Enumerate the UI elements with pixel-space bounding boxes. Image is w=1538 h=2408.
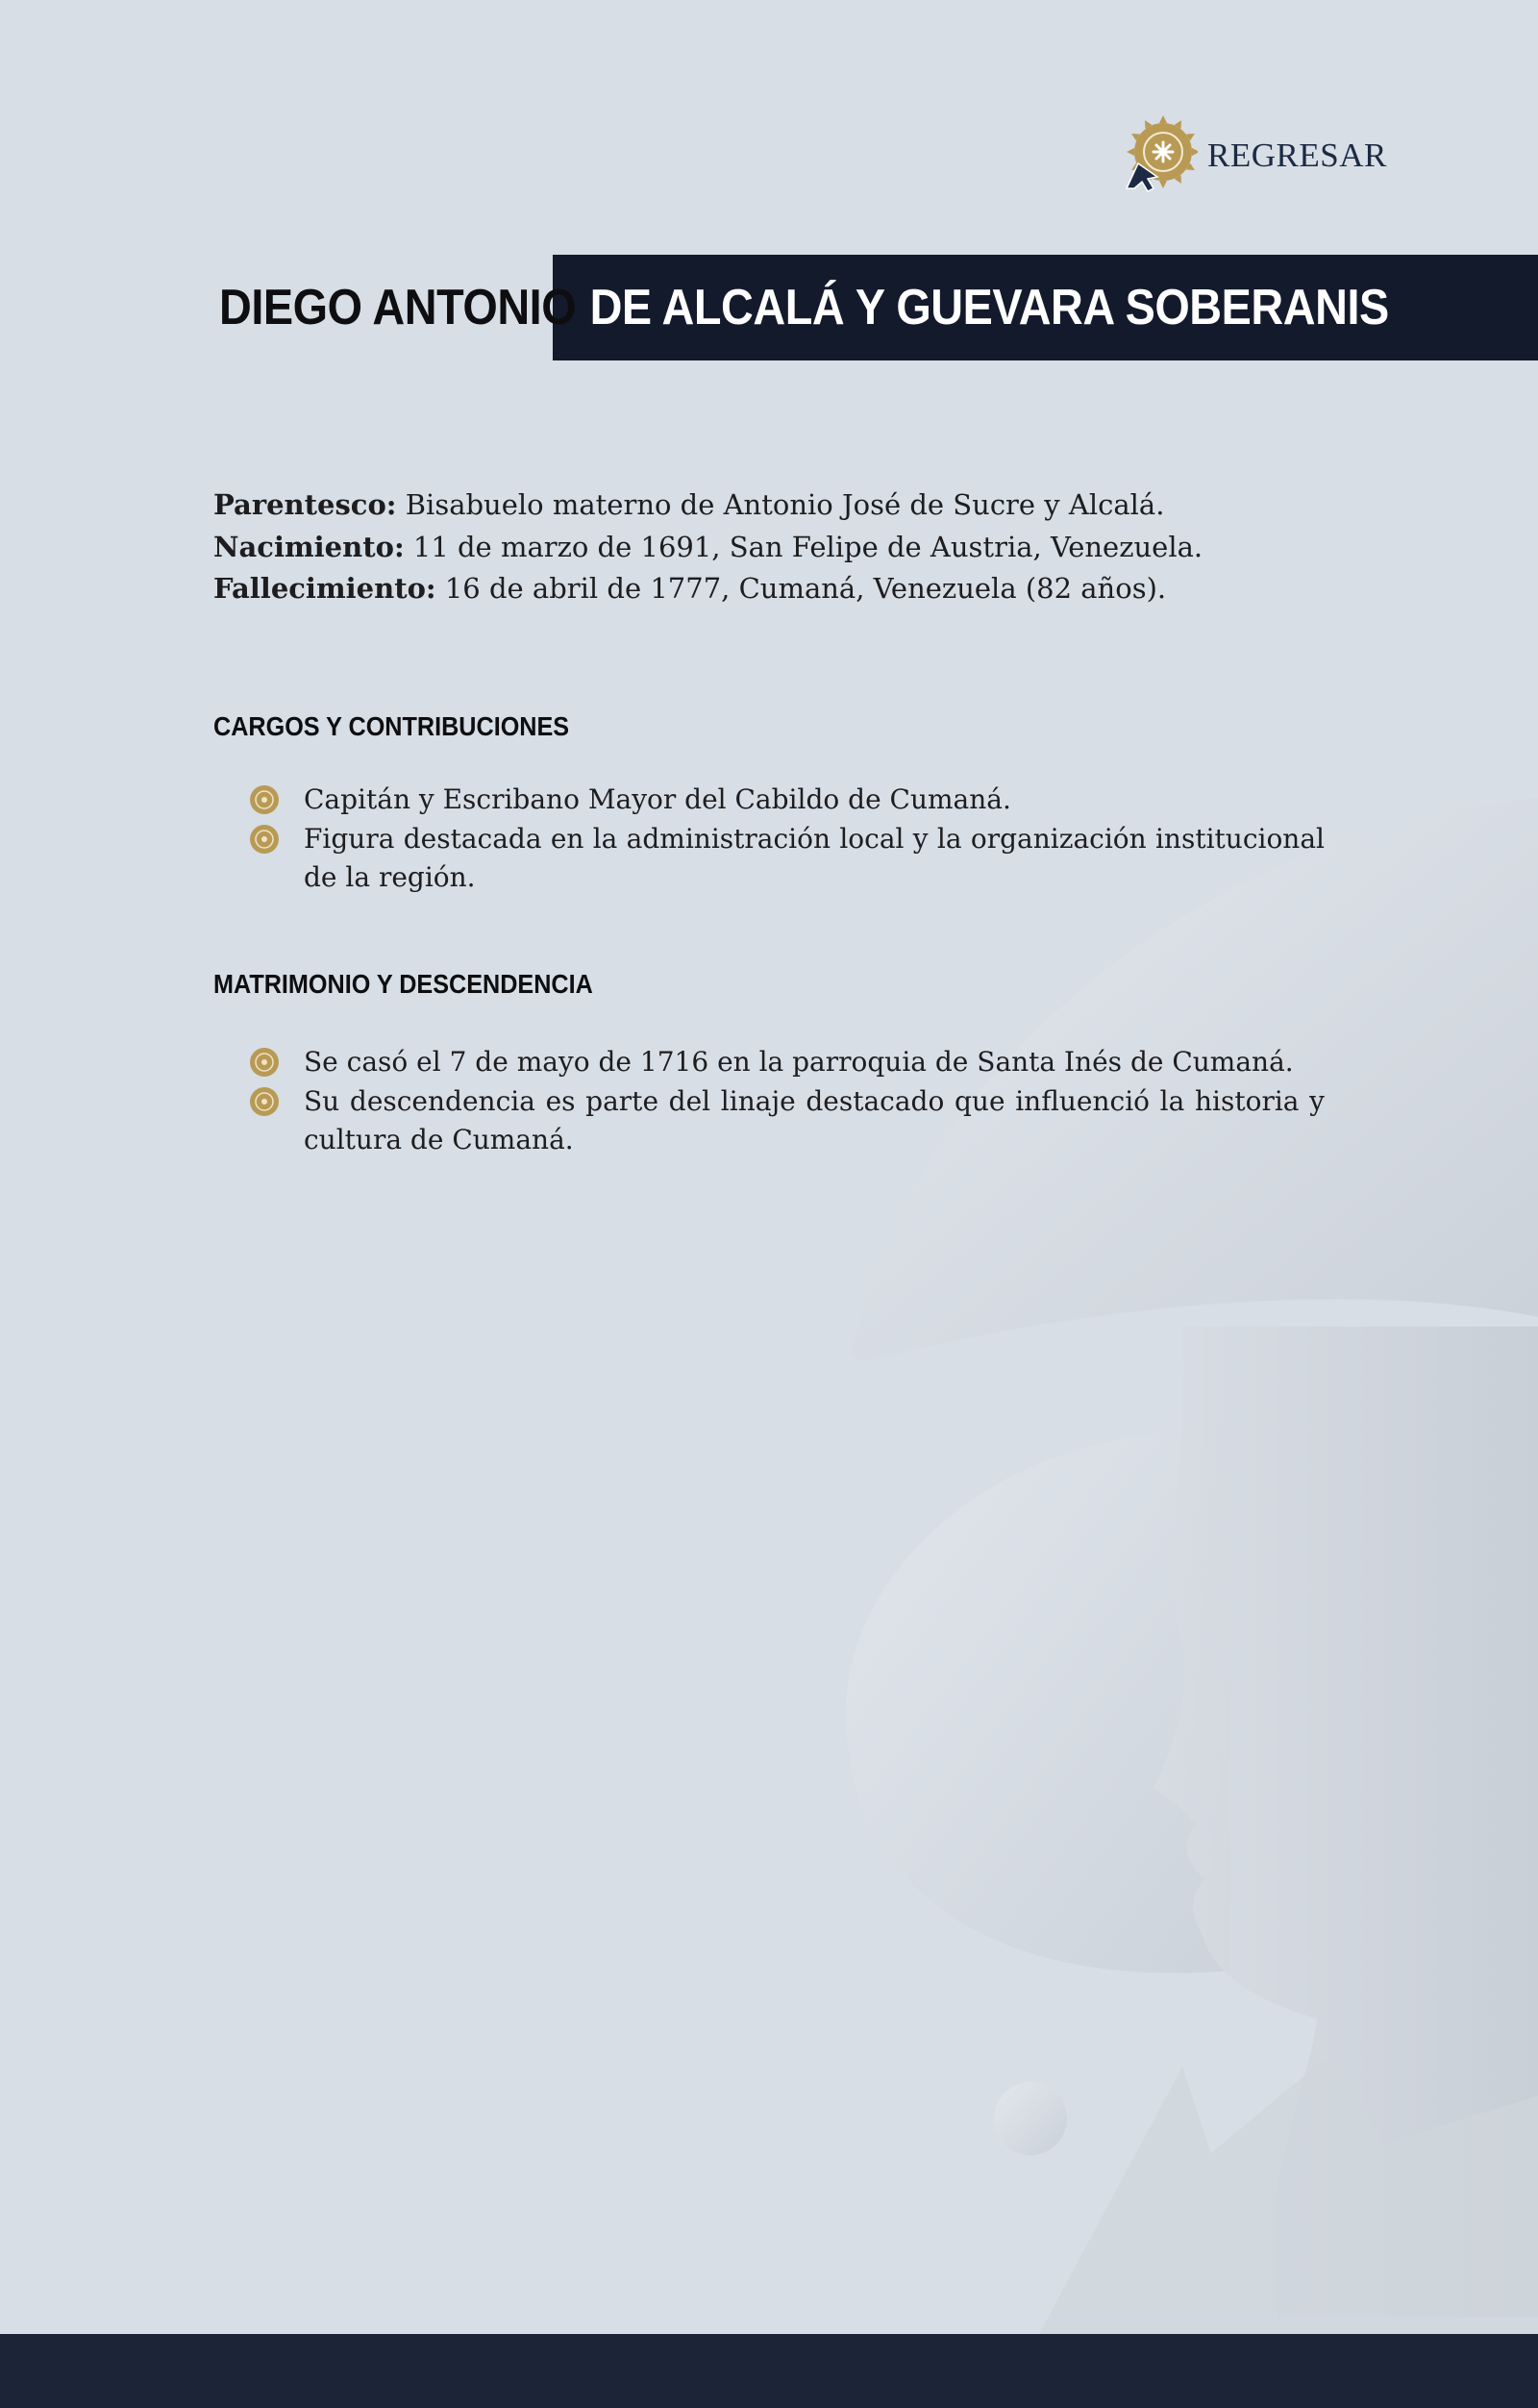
- fact-value: Bisabuelo materno de Antonio José de Sucre y Alcalá.: [405, 488, 1165, 521]
- fact-nacimiento: [213, 527, 1367, 569]
- gold-seal-cursor-icon: [1119, 113, 1198, 198]
- page-title: [219, 255, 1389, 360]
- fact-fallecimiento: [213, 568, 1367, 610]
- footer-bar: [0, 2334, 1538, 2408]
- gold-seal-bullet-icon: [248, 820, 304, 859]
- matrimonio-list: [248, 1043, 1325, 1160]
- list-item-text: Capitán y Escribano Mayor del Cabildo de Cumaná.: [304, 783, 1011, 815]
- section-heading-matrimonio: MATRIMONIO Y DESCENDENCIA: [213, 969, 593, 999]
- biography-facts: [213, 484, 1367, 610]
- list-item: [248, 1082, 1325, 1160]
- list-item-text: Su descendencia es parte del linaje destacado que influenció la historia y cultura de Cumaná.: [304, 1084, 1325, 1155]
- fact-value: 16 de abril de 1777, Cumaná, Venezuela (82 años).: [444, 572, 1167, 605]
- gold-seal-bullet-icon: [248, 781, 304, 820]
- title-surnames: DE ALCALÁ Y GUEVARA SOBERANIS: [589, 280, 1389, 335]
- page-title-row: [0, 255, 1538, 360]
- fact-label: Fallecimiento:: [213, 572, 436, 605]
- fact-label: Nacimiento:: [213, 530, 405, 563]
- gold-seal-bullet-icon: [248, 1082, 304, 1122]
- fact-value: 11 de marzo de 1691, San Felipe de Austria, Venezuela.: [412, 530, 1203, 563]
- list-item: [248, 820, 1325, 898]
- cargos-list: [248, 781, 1325, 898]
- list-item-text: Figura destacada en la administración local y la organización institucional de la región.: [304, 822, 1325, 893]
- list-item-text: Se casó el 7 de mayo de 1716 en la parroquia de Santa Inés de Cumaná.: [304, 1046, 1294, 1078]
- fact-label: Parentesco:: [213, 488, 397, 521]
- list-item: [248, 1043, 1325, 1082]
- gold-seal-bullet-icon: [248, 1043, 304, 1082]
- title-first-name: DIEGO ANTONIO: [219, 280, 577, 335]
- back-label: REGRESAR: [1207, 137, 1387, 174]
- back-button[interactable]: [1119, 115, 1387, 196]
- list-item: [248, 781, 1325, 820]
- section-heading-cargos: CARGOS Y CONTRIBUCIONES: [213, 711, 570, 741]
- fact-parentesco: [213, 484, 1367, 527]
